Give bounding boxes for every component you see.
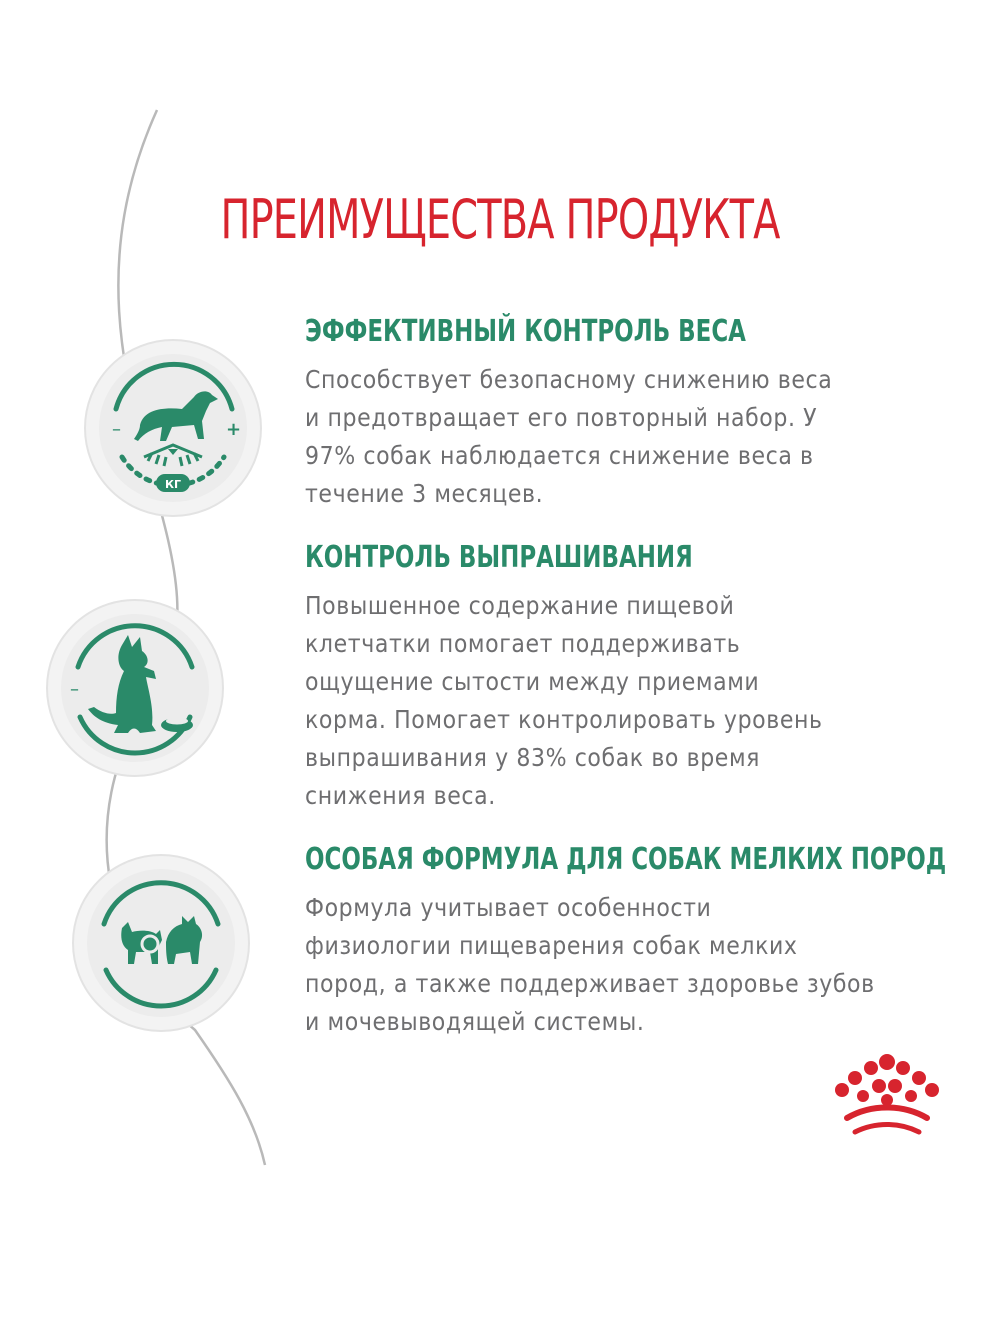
plus-label: + (226, 419, 242, 440)
kg-label: КГ (164, 478, 182, 491)
benefit-description: Способствует безопасному снижению веса и предотвращает его повторный набор. У 97% собак наблюдается снижение веса в течение 3 месяцев. (305, 365, 833, 508)
benefit-heading: ОСОБАЯ ФОРМУЛА ДЛЯ СОБАК МЕЛКИХ ПОРОД (305, 842, 947, 877)
small-dogs-icon (70, 852, 252, 1034)
benefit-description: Повышенное содержание пищевой клетчатки помогает поддерживать ощущение сытости между приемами корма. Помогает контролировать уровень выпрашивания у 83% собак во время снижения веса. (305, 591, 823, 810)
benefit-description: Формула учитывает особенности физиологии пищеварения собак мелких пород, а также поддерживает здоровье зубов и мочевыводящей системы. (305, 893, 875, 1036)
benefit-weight-control (305, 314, 965, 513)
begging-dog-bowl-icon (44, 597, 226, 779)
benefit-small-breed-formula (305, 842, 965, 1041)
minus-label: – (70, 679, 79, 700)
page-title: ПРЕИМУЩЕСТВА ПРОДУКТА (220, 188, 780, 251)
royal-canin-crown-icon (833, 1052, 941, 1144)
benefit-heading: КОНТРОЛЬ ВЫПРАШИВАНИЯ (305, 540, 693, 575)
benefit-heading: ЭФФЕКТИВНЫЙ КОНТРОЛЬ ВЕСА (305, 314, 746, 349)
dog-weight-scale-icon (82, 337, 264, 519)
minus-label: – (112, 419, 121, 440)
benefit-begging-control (305, 540, 965, 815)
